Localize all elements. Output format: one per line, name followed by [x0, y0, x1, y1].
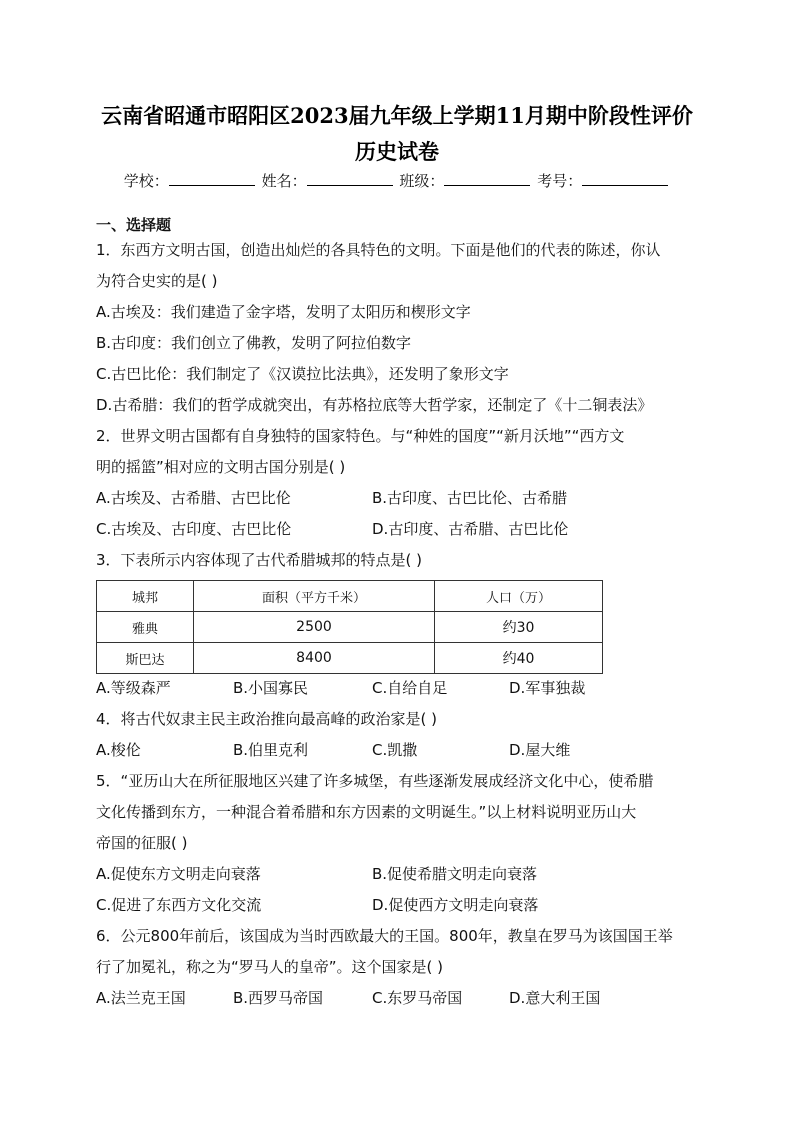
- table-cell: 2500: [194, 612, 435, 643]
- q6-option-b: B.西罗马帝国: [233, 989, 324, 1007]
- q6-stem-line1: 6．公元800年前后，该国成为当时西欧最大的王国。800年，教皇在罗马为该国国王举: [96, 927, 673, 945]
- q2-option-a: A.古埃及、古希腊、古巴比伦: [96, 489, 291, 507]
- section-heading: 一、选择题: [96, 216, 172, 234]
- class-blank[interactable]: [444, 168, 530, 186]
- table-cell: 8400: [194, 643, 435, 674]
- q3-option-c: C.自给自足: [372, 679, 448, 697]
- q1-option-b: B.古印度：我们创立了佛教，发明了阿拉伯数字: [96, 334, 412, 352]
- q2-stem-line1: 2．世界文明古国都有自身独特的国家特色。与“种姓的国度”“新月沃地”“西方文: [96, 427, 625, 445]
- q4-option-a: A.梭伦: [96, 741, 141, 759]
- name-label: 姓名：: [261, 172, 307, 190]
- q1-stem-line1: 1．东西方文明古国，创造出灿烂的各具特色的文明。下面是他们的代表的陈述，你认: [96, 241, 661, 259]
- q3-option-a: A.等级森严: [96, 679, 171, 697]
- name-blank[interactable]: [307, 168, 393, 186]
- q1-option-d: D.古希腊：我们的哲学成就突出，有苏格拉底等大哲学家，还制定了《十二铜表法》: [96, 396, 653, 414]
- school-label: 学校：: [123, 172, 169, 190]
- q1-option-a: A.古埃及：我们建造了金字塔，发明了太阳历和楔形文字: [96, 303, 471, 321]
- page-title: 云南省昭通市昭阳区2023届九年级上学期11月期中阶段性评价历史试卷: [101, 103, 693, 164]
- q6-option-a: A.法兰克王国: [96, 989, 186, 1007]
- q1-stem-line2: 为符合史实的是( ): [96, 272, 218, 290]
- student-info-line: [0, 168, 794, 193]
- q5-option-a: A.促使东方文明走向衰落: [96, 865, 261, 883]
- q1-option-c: C.古巴比伦：我们制定了《汉谟拉比法典》，还发明了象形文字: [96, 365, 509, 383]
- q2-option-c: C.古埃及、古印度、古巴比伦: [96, 520, 292, 538]
- q3-option-b: B.小国寡民: [233, 679, 309, 697]
- q2-option-d: D.古印度、古希腊、古巴比伦: [372, 520, 569, 538]
- table-cell: 雅典: [97, 612, 194, 643]
- q3-stem: 3．下表所示内容体现了古代希腊城邦的特点是( ): [96, 551, 423, 569]
- q5-stem-line1: 5．“亚历山大在所征服地区兴建了许多城堡，有些逐渐发展成经济文化中心，使希腊: [96, 772, 654, 790]
- q2-stem-line2: 明的摇篮”相对应的文明古国分别是( ): [96, 458, 346, 476]
- q4-option-b: B.伯里克利: [233, 741, 309, 759]
- q5-stem-line3: 帝国的征服( ): [96, 834, 188, 852]
- table-header-cell: 人口（万）: [435, 581, 603, 612]
- city-state-table: [96, 580, 603, 674]
- q6-stem-line2: 行了加冕礼，称之为“罗马人的皇帝”。这个国家是( ): [96, 958, 444, 976]
- q5-option-c: C.促进了东西方文化交流: [96, 896, 262, 914]
- school-blank[interactable]: [169, 168, 255, 186]
- q4-option-c: C.凯撒: [372, 741, 418, 759]
- table-cell: 斯巴达: [97, 643, 194, 674]
- q3-option-d: D.军事独裁: [509, 679, 586, 697]
- class-label: 班级：: [399, 172, 445, 190]
- table-header-cell: 城邦: [97, 581, 194, 612]
- table-row: [97, 643, 603, 674]
- number-label: 考号：: [537, 172, 583, 190]
- table-cell: 约40: [435, 643, 603, 674]
- table-header-row: [97, 581, 603, 612]
- table-header-cell: 面积（平方千米）: [194, 581, 435, 612]
- q6-option-c: C.东罗马帝国: [372, 989, 463, 1007]
- table-cell: 约30: [435, 612, 603, 643]
- q6-option-d: D.意大利王国: [509, 989, 601, 1007]
- q2-option-b: B.古印度、古巴比伦、古希腊: [372, 489, 568, 507]
- q5-stem-line2: 文化传播到东方，一种混合着希腊和东方因素的文明诞生。”以上材料说明亚历山大: [96, 803, 637, 821]
- q4-stem: 4．将古代奴隶主民主政治推向最高峰的政治家是( ): [96, 710, 438, 728]
- number-blank[interactable]: [582, 168, 668, 186]
- q5-option-b: B.促使希腊文明走向衰落: [372, 865, 538, 883]
- q5-option-d: D.促使西方文明走向衰落: [372, 896, 539, 914]
- q4-option-d: D.屋大维: [509, 741, 571, 759]
- table-row: [97, 612, 603, 643]
